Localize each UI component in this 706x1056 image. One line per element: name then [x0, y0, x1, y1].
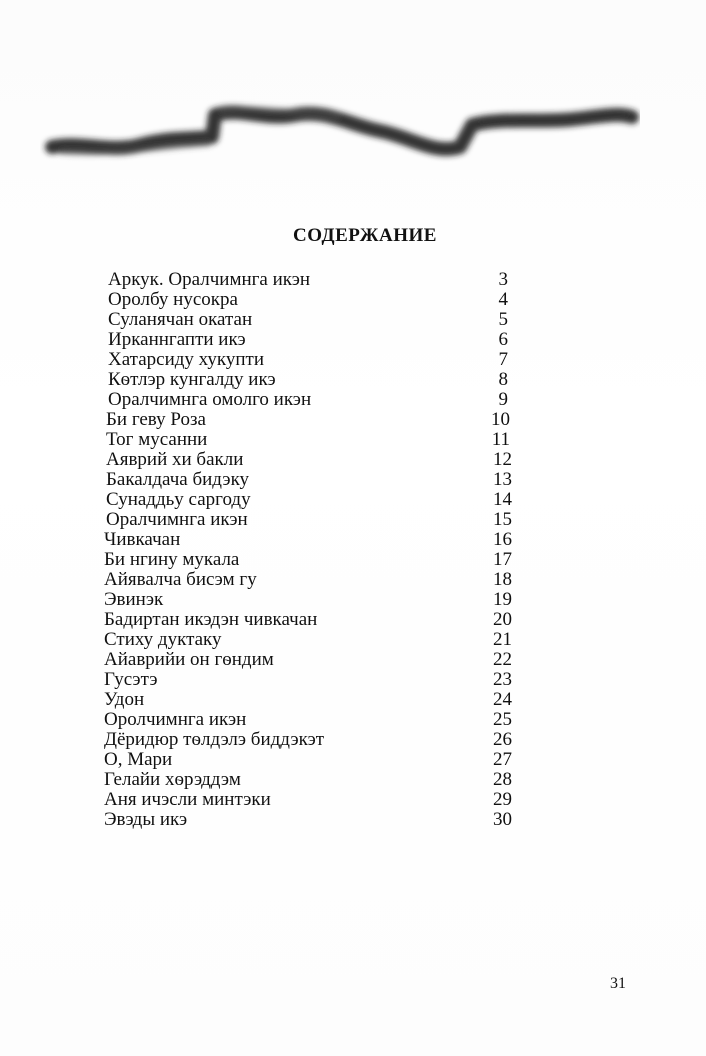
toc-entry — [100, 610, 520, 630]
toc-entry-page: 8 — [498, 369, 508, 390]
toc-entry-title: Чивкачан — [104, 529, 181, 550]
toc-entry-title: Суланячан окатан — [108, 309, 253, 330]
toc-entry — [100, 390, 520, 410]
toc-entry-page: 4 — [498, 289, 508, 310]
toc-entry — [100, 510, 520, 530]
toc-entry — [100, 330, 520, 350]
toc-entry — [100, 630, 520, 650]
toc-entry-page: 6 — [498, 329, 508, 350]
toc-entry-title: Бакалдача бидэку — [106, 469, 250, 490]
page-number: 31 — [610, 975, 626, 992]
toc-entry-page: 15 — [493, 509, 512, 530]
toc-entry-title: Оралчимнга омолго икэн — [108, 389, 312, 410]
toc-entry-page: 14 — [493, 489, 512, 510]
toc-entry — [100, 270, 520, 290]
page-title: СОДЕРЖАНИЕ — [293, 225, 437, 246]
toc-entry — [100, 690, 520, 710]
toc-entry — [100, 310, 520, 330]
toc-entry-page: 13 — [493, 469, 512, 490]
toc-entry-title: Удон — [104, 689, 145, 710]
toc-entry-page: 5 — [498, 309, 508, 330]
toc-entry-page: 19 — [493, 589, 512, 610]
toc-entry-page: 22 — [493, 649, 512, 670]
toc-entry-title: Аяврий хи бакли — [106, 449, 244, 470]
toc-entry-title: Гусэтэ — [104, 669, 158, 690]
toc-entry — [100, 590, 520, 610]
toc-entry-title: Айаврийи он гѳндим — [104, 649, 274, 670]
toc-entry-title: Ирканнгапти икэ — [108, 329, 246, 350]
toc-entry-page: 11 — [491, 429, 510, 450]
toc-entry-title: Би нгину мукала — [104, 549, 240, 570]
toc-entry — [100, 670, 520, 690]
toc-entry-title: Аркук. Оралчимнга икэн — [108, 269, 311, 290]
table-of-contents — [100, 270, 520, 830]
toc-entry-page: 12 — [493, 449, 512, 470]
toc-entry-title: Оролчимнга икэн — [104, 709, 247, 730]
toc-entry-page: 29 — [493, 789, 512, 810]
toc-entry-title: Дёридюр тѳлдэлэ биддэкэт — [104, 729, 325, 750]
toc-entry — [100, 770, 520, 790]
toc-entry-title: Бадиртан икэдэн чивкачан — [104, 609, 318, 630]
toc-entry-title: Айявалча бисэм гу — [104, 569, 257, 590]
toc-entry — [100, 530, 520, 550]
toc-entry — [100, 410, 520, 430]
toc-entry — [100, 450, 520, 470]
toc-entry-page: 18 — [493, 569, 512, 590]
toc-entry-title: Хатарсиду хукупти — [108, 349, 265, 370]
toc-entry-page: 27 — [493, 749, 512, 770]
toc-entry-page: 25 — [493, 709, 512, 730]
toc-entry — [100, 430, 520, 450]
toc-entry-title: О, Мари — [104, 749, 173, 770]
toc-entry-title: Оролбу нусокра — [108, 289, 238, 310]
toc-entry-title: Стиху дуктаку — [104, 629, 222, 650]
brush-stroke-divider-icon — [40, 95, 640, 175]
toc-entry-page: 26 — [493, 729, 512, 750]
toc-entry-title: Гелайи хѳрэддэм — [104, 769, 241, 790]
toc-entry — [100, 710, 520, 730]
toc-entry — [100, 650, 520, 670]
toc-entry-title: Эвэды икэ — [104, 809, 188, 830]
toc-entry — [100, 550, 520, 570]
toc-entry-page: 24 — [493, 689, 512, 710]
toc-entry — [100, 470, 520, 490]
toc-entry — [100, 750, 520, 770]
toc-entry — [100, 290, 520, 310]
toc-entry-page: 21 — [493, 629, 512, 650]
toc-entry-title: Кѳтлэр кунгалду икэ — [108, 369, 276, 390]
toc-entry-page: 30 — [493, 809, 512, 830]
toc-entry-title: Тог мусанни — [106, 429, 208, 450]
toc-entry — [100, 790, 520, 810]
toc-entry-page: 16 — [493, 529, 512, 550]
toc-entry — [100, 730, 520, 750]
toc-entry-title: Аня ичэсли минтэки — [104, 789, 271, 810]
toc-entry-page: 20 — [493, 609, 512, 630]
toc-entry-page: 23 — [493, 669, 512, 690]
toc-entry — [100, 490, 520, 510]
toc-entry-title: Би геву Роза — [106, 409, 206, 430]
toc-entry-title: Эвинэк — [104, 589, 164, 610]
toc-entry-page: 3 — [498, 269, 508, 290]
toc-entry — [100, 370, 520, 390]
toc-entry-title: Сунаддьу саргоду — [106, 489, 251, 510]
toc-entry-page: 9 — [498, 389, 508, 410]
toc-entry-page: 17 — [493, 549, 512, 570]
toc-entry — [100, 350, 520, 370]
toc-entry-page: 7 — [498, 349, 508, 370]
toc-entry — [100, 810, 520, 830]
toc-entry-title: Оралчимнга икэн — [106, 509, 248, 530]
toc-entry-page: 10 — [491, 409, 510, 430]
toc-entry-page: 28 — [493, 769, 512, 790]
toc-entry — [100, 570, 520, 590]
